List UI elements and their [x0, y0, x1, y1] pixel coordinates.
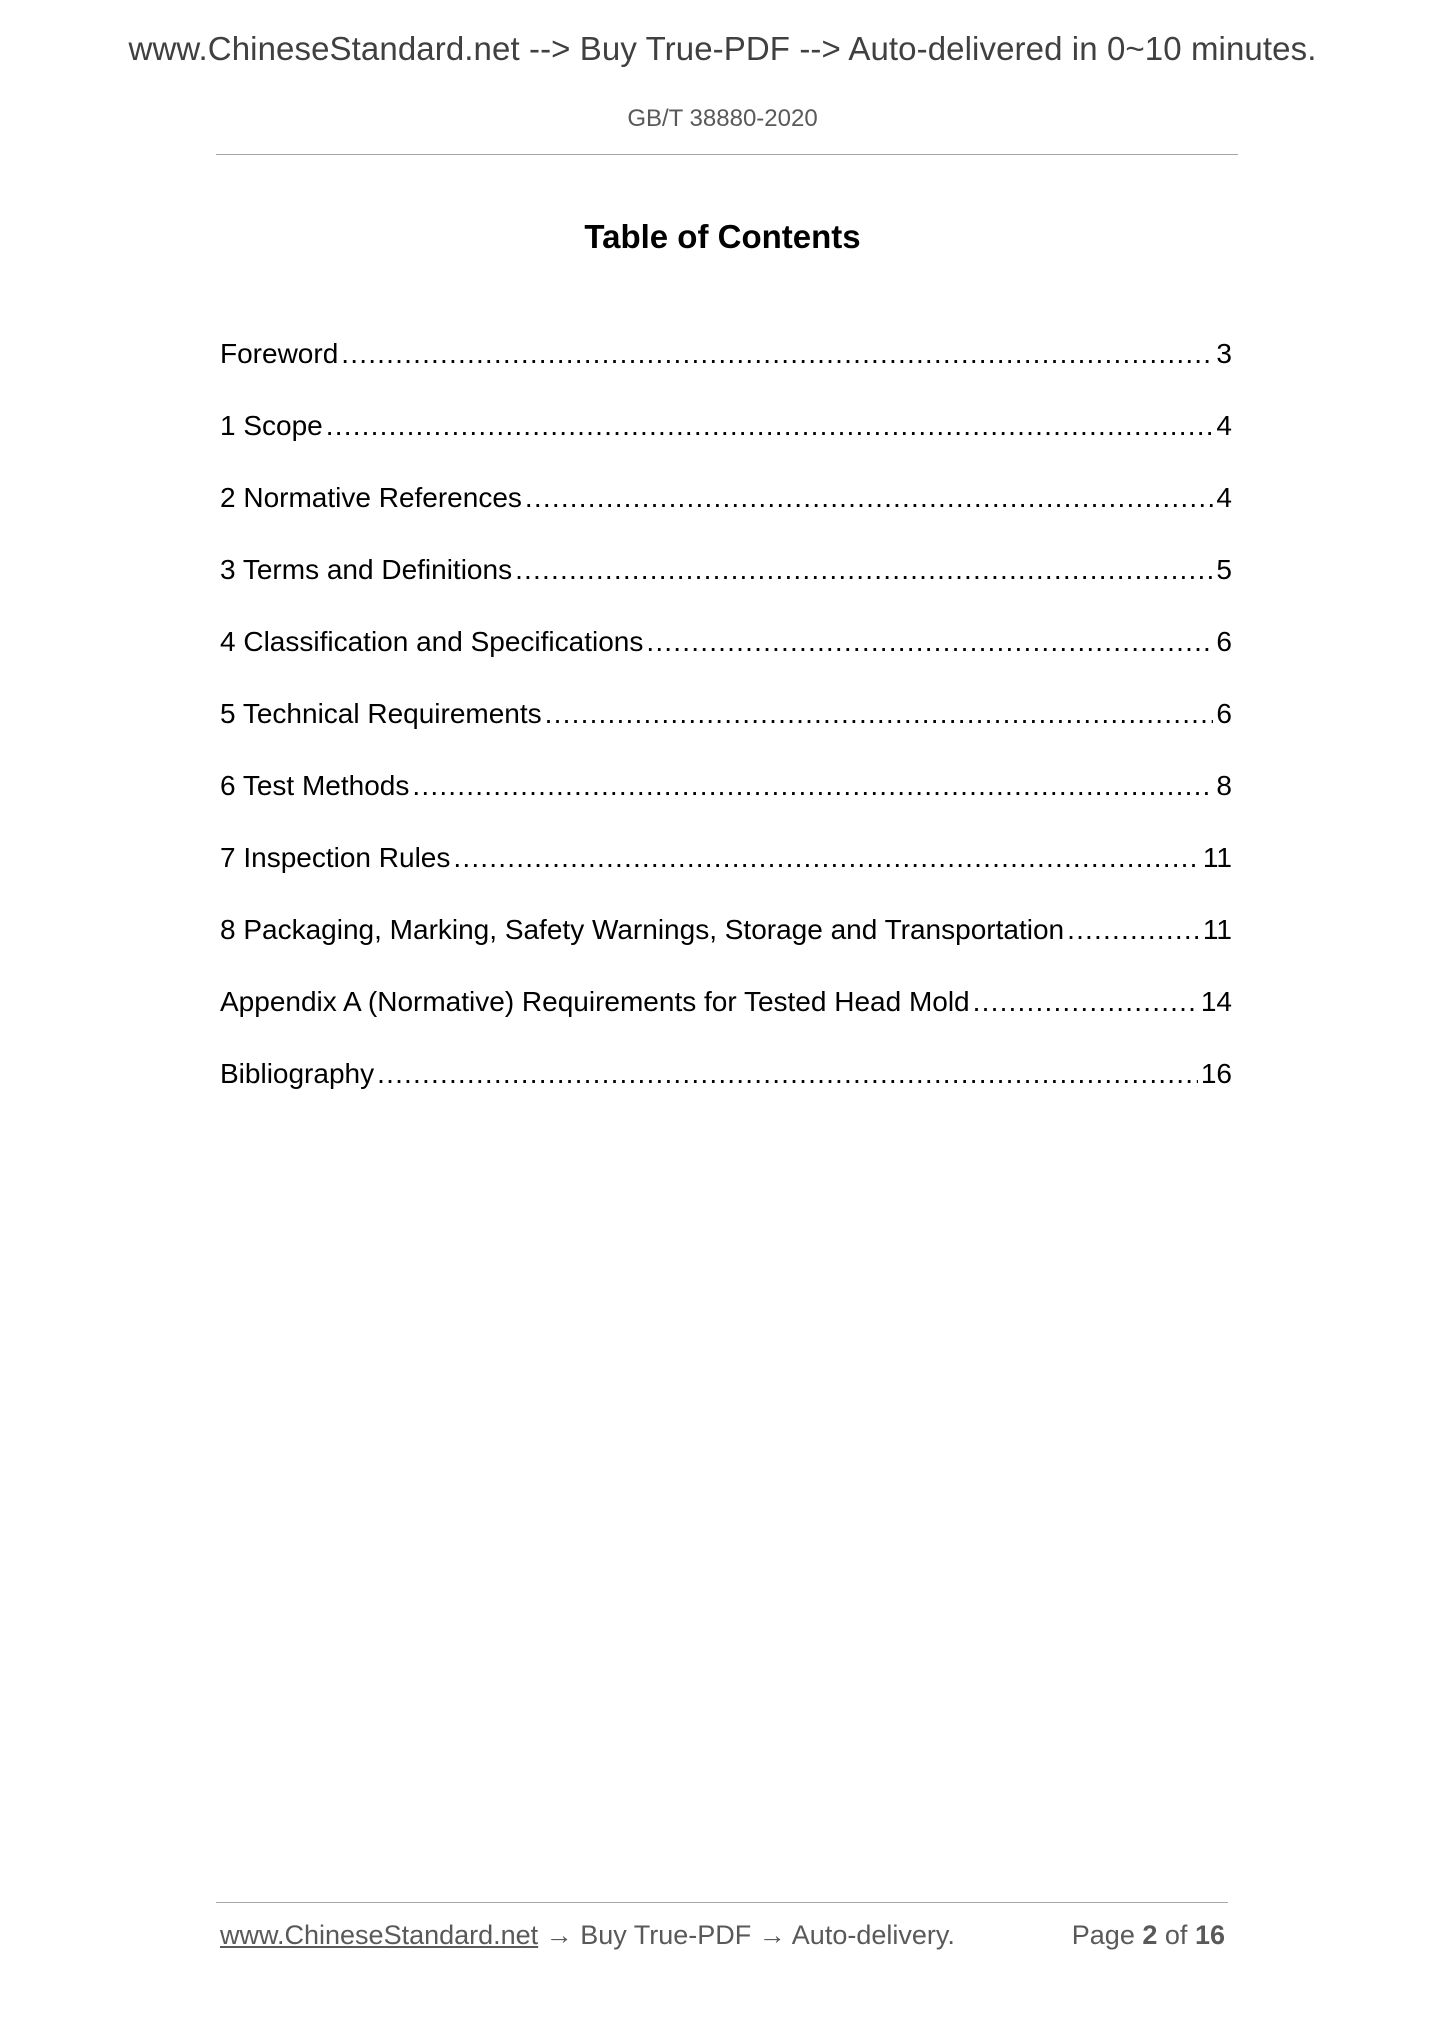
- toc-dot-leader: [973, 986, 1198, 1018]
- toc-entry-label: Appendix A (Normative) Requirements for Tested Head Mold: [220, 986, 970, 1017]
- toc-entry-bibliography[interactable]: [220, 1058, 1232, 1130]
- toc-entry-page: 16: [1200, 1058, 1232, 1089]
- toc-entry-page: 6: [1216, 698, 1232, 729]
- toc-entry-terms-definitions[interactable]: [220, 554, 1232, 626]
- footer-delivery-text: Auto-delivery.: [791, 1920, 955, 1950]
- toc-entry-page: 14: [1200, 986, 1232, 1017]
- toc-dot-leader: [453, 842, 1200, 874]
- toc-entry-appendix-a[interactable]: [220, 986, 1232, 1058]
- page-total: 16: [1194, 1920, 1225, 1950]
- toc-entry-page: 4: [1216, 482, 1232, 513]
- toc-dot-leader: [412, 770, 1213, 802]
- page-of-label: of: [1164, 1920, 1188, 1950]
- toc-entry-packaging[interactable]: [220, 914, 1232, 986]
- footer-buy-text: Buy True-PDF: [580, 1920, 752, 1950]
- toc-entry-foreword[interactable]: [220, 338, 1232, 410]
- toc-dot-leader: [646, 626, 1213, 658]
- toc-dot-leader: [525, 482, 1214, 514]
- toc-entry-label: 4 Classification and Specifications: [220, 626, 644, 657]
- page-number: [1072, 1920, 1225, 1951]
- arrow-right-icon: →: [758, 1920, 786, 1950]
- toc-dot-leader: [341, 338, 1213, 370]
- toc-entry-test-methods[interactable]: [220, 770, 1232, 842]
- footer-promo: [220, 1920, 955, 1951]
- toc-entry-inspection-rules[interactable]: [220, 842, 1232, 914]
- toc-entry-page: 11: [1202, 842, 1232, 873]
- toc-dot-leader: [326, 410, 1214, 442]
- toc-entry-label: 1 Scope: [220, 410, 323, 441]
- toc-dot-leader: [545, 698, 1214, 730]
- toc-entry-label: 3 Terms and Definitions: [220, 554, 513, 585]
- top-banner: www.ChineseStandard.net --> Buy True-PDF --> Auto-delivered in 0~10 minutes.: [128, 30, 1317, 67]
- toc-dot-leader: [515, 554, 1213, 586]
- footer-divider: [216, 1902, 1228, 1903]
- toc-entry-label: Bibliography: [220, 1058, 375, 1089]
- toc-entry-page: 8: [1216, 770, 1232, 801]
- toc-entry-page: 11: [1202, 914, 1232, 945]
- toc-entry-label: 8 Packaging, Marking, Safety Warnings, Storage and Transportation: [220, 914, 1065, 945]
- toc-dot-leader: [1067, 914, 1200, 946]
- toc-entry-label: 6 Test Methods: [220, 770, 410, 801]
- toc-list: [220, 338, 1232, 1130]
- toc-dot-leader: [377, 1058, 1198, 1090]
- toc-entry-label: Foreword: [220, 338, 339, 369]
- toc-entry-page: 5: [1216, 554, 1232, 585]
- page-label: Page: [1071, 1920, 1135, 1950]
- toc-entry-normative-references[interactable]: [220, 482, 1232, 554]
- toc-entry-label: 7 Inspection Rules: [220, 842, 451, 873]
- header-divider: [216, 154, 1238, 155]
- toc-entry-label: 2 Normative References: [220, 482, 522, 513]
- arrow-right-icon: →: [545, 1920, 573, 1950]
- toc-entry-page: 3: [1216, 338, 1232, 369]
- toc-entry-technical-requirements[interactable]: [220, 698, 1232, 770]
- toc-title: Table of Contents: [584, 218, 861, 255]
- toc-entry-classification[interactable]: [220, 626, 1232, 698]
- toc-entry-label: 5 Technical Requirements: [220, 698, 542, 729]
- page-footer: [220, 1920, 1225, 1956]
- toc-entry-page: 6: [1216, 626, 1232, 657]
- toc-entry-page: 4: [1216, 410, 1232, 441]
- document-code: GB/T 38880-2020: [627, 105, 818, 132]
- page-current: 2: [1142, 1920, 1158, 1950]
- toc-entry-scope[interactable]: [220, 410, 1232, 482]
- footer-site-link[interactable]: www.ChineseStandard.net: [220, 1920, 539, 1950]
